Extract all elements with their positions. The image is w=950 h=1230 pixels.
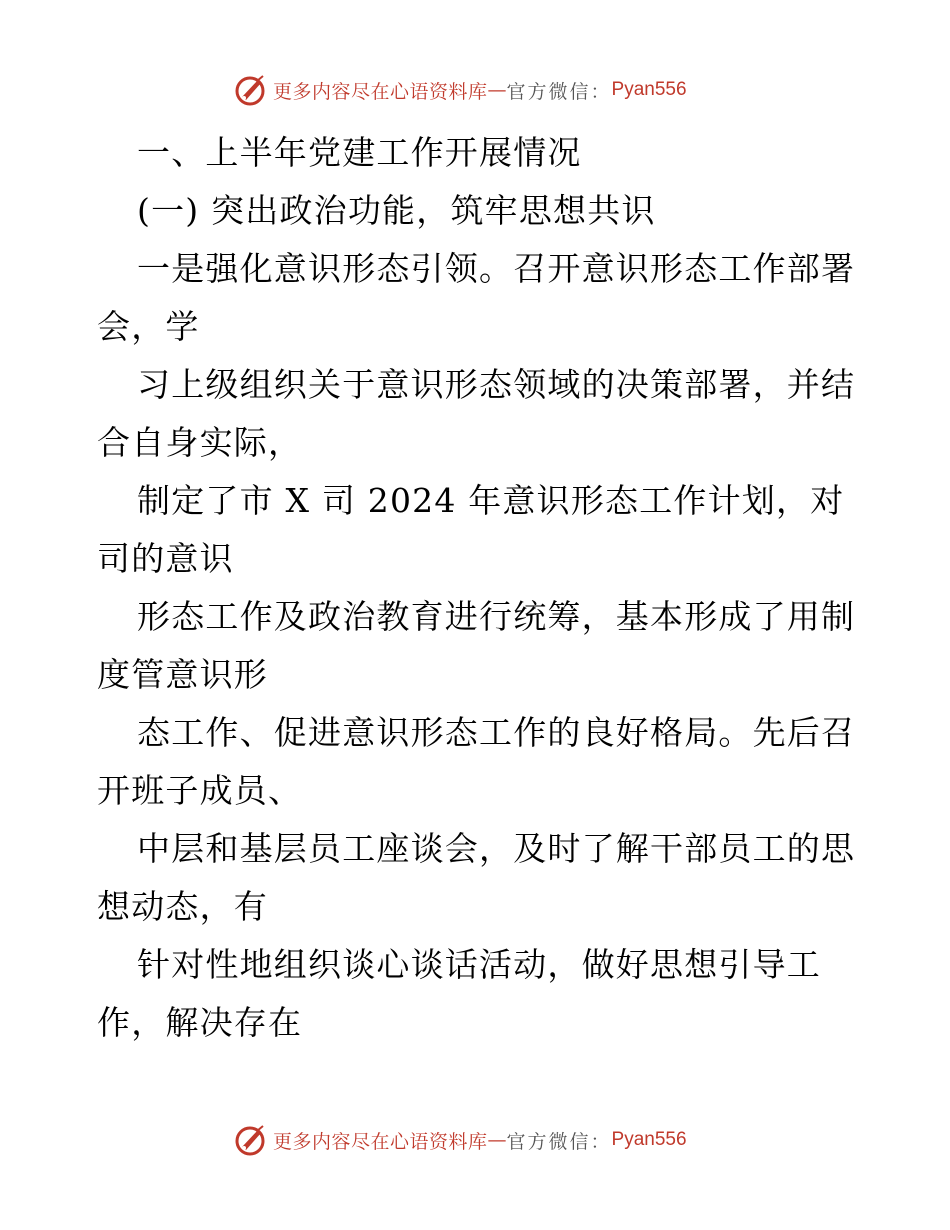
watermark-wechat-id: Pyan556 [611, 79, 687, 100]
watermark-wechat-id: Pyan556 [611, 1129, 687, 1150]
subsection-heading: (一) 突出政治功能，筑牢思想共识 [137, 191, 656, 230]
paragraph-line: 针对性地组织谈心谈话活动，做好思想引导工 [137, 945, 821, 984]
paragraph-line: 合自身实际， [97, 423, 303, 462]
footer-watermark-banner [233, 1121, 687, 1159]
paragraph-line: 态工作、促进意识形态工作的良好格局。先后召 [137, 713, 856, 752]
paragraph-line: 司的意识 [97, 539, 234, 578]
watermark-site-text: 更多内容尽在心语资料库 [273, 1130, 488, 1153]
pen-quill-logo-icon [233, 1123, 267, 1157]
paragraph-line: 想动态，有 [97, 887, 268, 926]
watermark-official-label: 官方微信： [506, 1130, 612, 1153]
paragraph-line: 形态工作及政治教育进行统筹，基本形成了用制 [137, 597, 856, 636]
watermark-official-label: 官方微信： [506, 80, 612, 103]
paragraph-line: 会，学 [97, 307, 200, 346]
watermark-dash: — [487, 79, 507, 101]
pen-quill-logo-icon [233, 73, 267, 107]
paragraph-line: 中层和基层员工座谈会，及时了解干部员工的思 [137, 829, 856, 868]
paragraph-line: 一是强化意识形态引领。召开意识形态工作部署 [137, 249, 856, 288]
document-body [97, 124, 857, 1052]
paragraph-line: 作，解决存在 [97, 1003, 303, 1042]
paragraph-line: 制定了市 X 司 2024 年意识形态工作计划，对 [137, 481, 845, 520]
paragraph-line: 开班子成员、 [97, 771, 303, 810]
paragraph-line: 习上级组织关于意识形态领域的决策部署，并结 [137, 365, 856, 404]
section-heading: 一、上半年党建工作开展情况 [137, 133, 582, 172]
watermark-site-text: 更多内容尽在心语资料库 [273, 80, 488, 103]
header-watermark-banner [233, 71, 687, 109]
watermark-dash: — [487, 1129, 507, 1151]
paragraph-line: 度管意识形 [97, 655, 268, 694]
